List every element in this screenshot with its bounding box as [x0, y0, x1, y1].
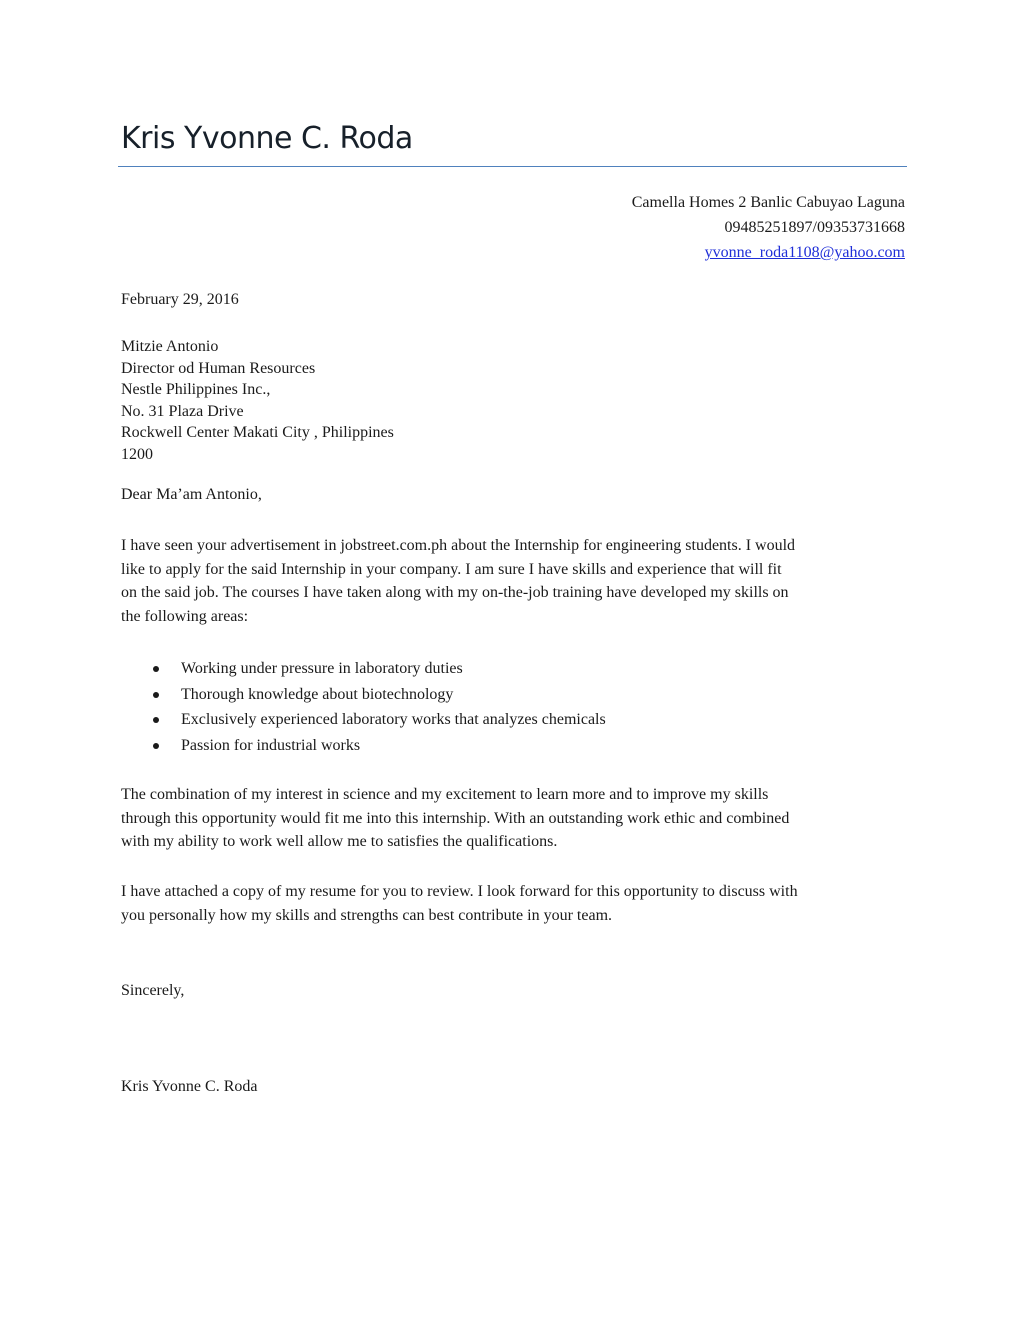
heading-divider: [118, 166, 907, 167]
skill-item: [121, 656, 606, 682]
skill-item: [121, 707, 606, 733]
bullet-icon: [153, 743, 159, 749]
sender-email-link[interactable]: yvonne_roda1108@yahoo.com: [704, 244, 905, 261]
paragraph-line: The combination of my interest in science and my excitement to learn more and to improve my skills: [121, 786, 769, 803]
recipient-zip: 1200: [121, 445, 153, 463]
paragraph-line: like to apply for the said Internship in your company. I am sure I have skills and experience that will fit: [121, 560, 782, 578]
sender-address: Camella Homes 2 Banlic Cabuyao Laguna: [631, 194, 905, 211]
sender-name-heading: Kris Yvonne C. Roda: [121, 121, 413, 156]
skill-text: Passion for industrial works: [181, 736, 361, 754]
paragraph-line: you personally how my skills and strengths can best contribute in your team.: [121, 906, 613, 924]
skill-text: Thorough knowledge about biotechnology: [181, 685, 454, 703]
skill-item: [121, 682, 606, 708]
signature-name: Kris Yvonne C. Roda: [121, 1078, 258, 1095]
skill-text: Working under pressure in laboratory duties: [181, 660, 463, 677]
skills-list: [121, 656, 606, 758]
recipient-block: [121, 336, 911, 465]
skill-text: Exclusively experienced laboratory works that analyzes chemicals: [181, 711, 606, 728]
recipient-company: Nestle Philippines Inc.,: [121, 381, 271, 398]
valediction: Sincerely,: [121, 982, 185, 999]
letter-date: February 29, 2016: [121, 291, 239, 308]
bullet-icon: [153, 717, 159, 723]
bullet-icon: [153, 666, 159, 672]
paragraph-intro: [121, 534, 911, 628]
skill-item: [121, 733, 606, 759]
sender-phone: 09485251897/09353731668: [724, 219, 905, 236]
paragraph-line: I have attached a copy of my resume for you to review. I look forward for this opportunity to discuss with: [121, 883, 798, 900]
paragraph-line: the following areas:: [121, 607, 249, 625]
paragraph-line: with my ability to work well allow me to satisfies the qualifications.: [121, 833, 558, 850]
salutation: Dear Ma’am Antonio,: [121, 486, 262, 503]
paragraph-line: on the said job. The courses I have taken along with my on-the-job training have developed my skills on: [121, 584, 789, 601]
sender-contact-block: [632, 190, 905, 265]
paragraph-line: through this opportunity would fit me into this internship. With an outstanding work ethic and combined: [121, 809, 790, 827]
recipient-city: Rockwell Center Makati City , Philippines: [121, 424, 394, 441]
recipient-street: No. 31 Plaza Drive: [121, 402, 244, 420]
bullet-icon: [153, 692, 159, 698]
recipient-title: Director od Human Resources: [121, 359, 316, 377]
paragraph-line: I have seen your advertisement in jobstreet.com.ph about the Internship for engineering students. I would: [121, 537, 796, 554]
recipient-name: Mitzie Antonio: [121, 338, 219, 355]
paragraph-closing: [121, 880, 911, 927]
paragraph-motivation: [121, 783, 911, 854]
